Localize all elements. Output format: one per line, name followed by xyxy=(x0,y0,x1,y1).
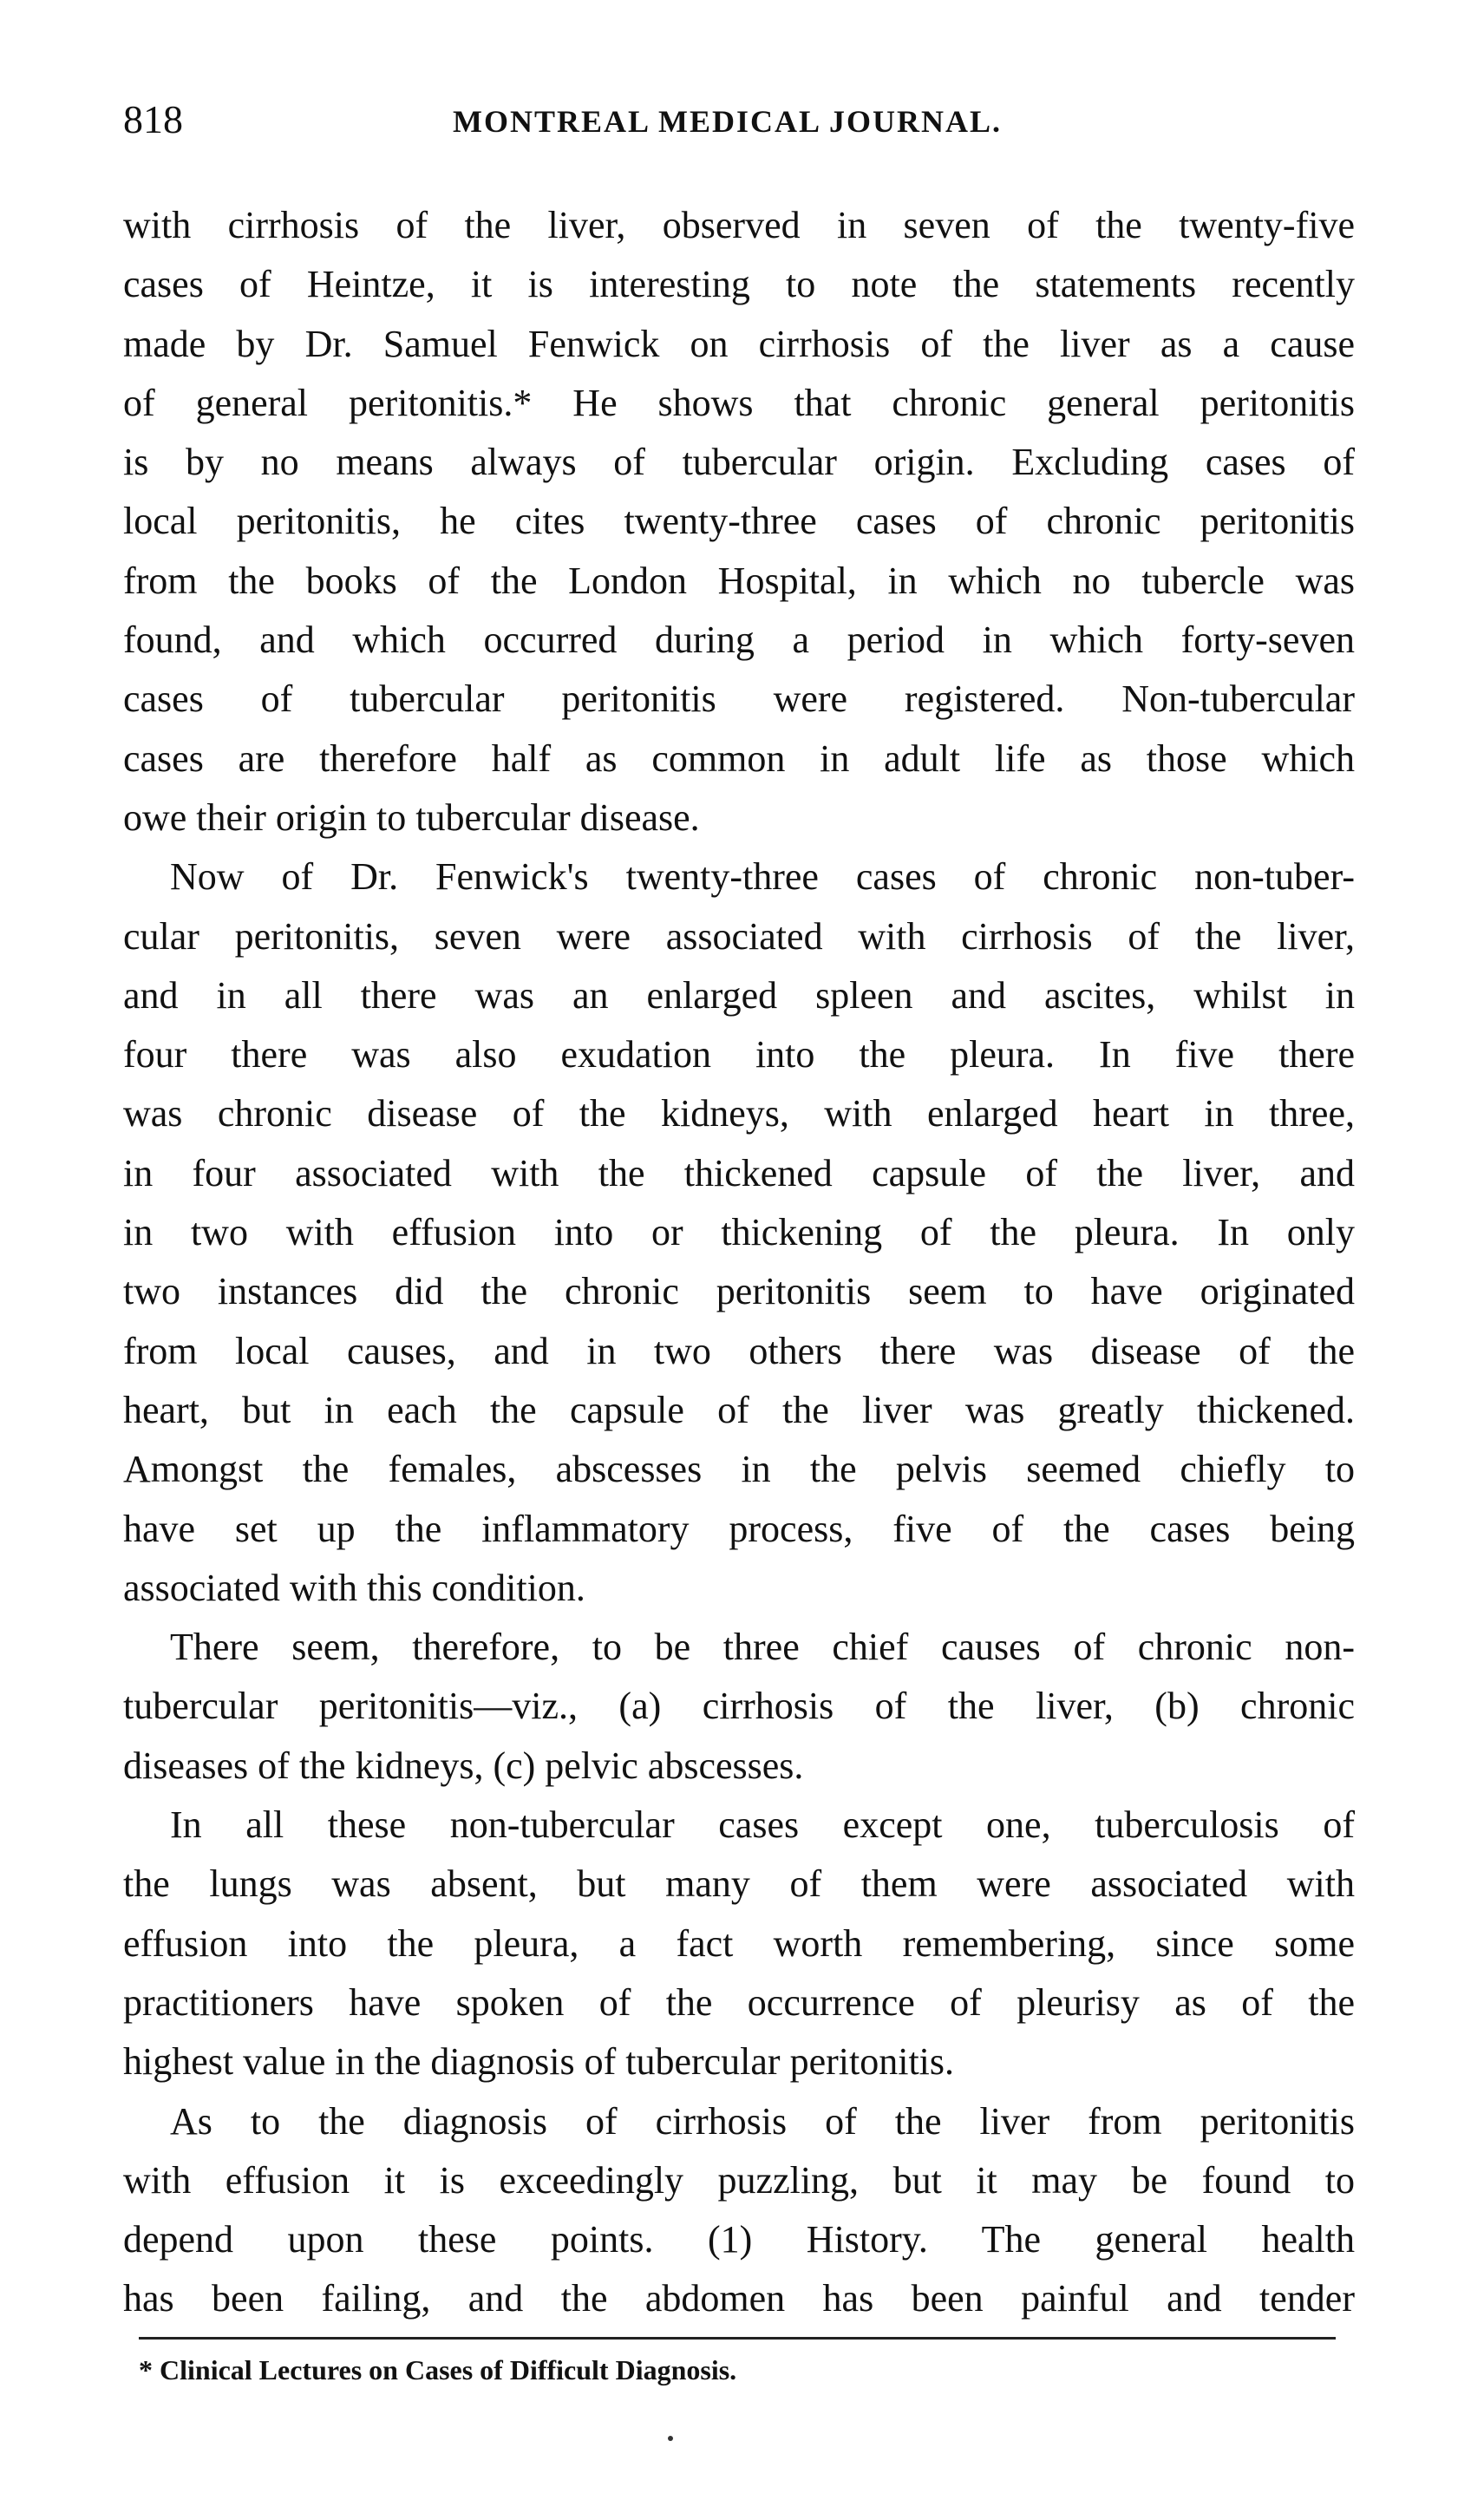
text-line: local peritonitis, he cites twenty-three cases of chronic peritonitis xyxy=(123,500,1355,543)
text-line: with cirrhosis of the liver, observed in seven of the twenty-five xyxy=(123,204,1355,246)
text-line: from the books of the London Hospital, in which no tubercle was xyxy=(123,559,1355,602)
text-line: from local causes, and in two others there was disease of the xyxy=(123,1329,1355,1372)
text-line: Amongst the females, abscesses in the pelvis seemed chiefly to xyxy=(123,1448,1355,1491)
text-line: cases of Heintze, it is interesting to note the statements recently xyxy=(123,263,1355,306)
running-head xyxy=(123,94,1355,146)
text-line: and in all there was an enlarged spleen and ascites, whilst in xyxy=(123,973,1355,1017)
journal-title: MONTREAL MEDICAL JOURNAL. xyxy=(453,104,1003,139)
text-line: was chronic disease of the kidneys, with enlarged heart in three, xyxy=(123,1092,1355,1135)
print-speck xyxy=(668,2436,673,2441)
text-line: is by no means always of tubercular origin. Excluding cases of xyxy=(123,441,1355,484)
text-line: made by Dr. Samuel Fenwick on cirrhosis of the liver as a cause xyxy=(123,322,1355,365)
text-line: practitioners have spoken of the occurrence of pleurisy as of the xyxy=(123,1980,1355,2024)
page-number: 818 xyxy=(123,97,183,141)
paragraph-start-line: There seem, therefore, to be three chief causes of chronic non- xyxy=(170,1626,1355,1669)
text-line: of general peritonitis.* He shows that chronic general peritonitis xyxy=(123,381,1355,424)
text-line: cases are therefore half as common in adult life as those which xyxy=(123,736,1355,780)
text-line: two instances did the chronic peritonitis seem to have originated xyxy=(123,1270,1355,1313)
text-line: cases of tubercular peritonitis were registered. Non-tubercular xyxy=(123,677,1355,721)
text-line: heart, but in each the capsule of the liver was greatly thickened. xyxy=(123,1388,1355,1431)
text-line: depend upon these points. (1) History. The general health xyxy=(123,2218,1355,2261)
paragraph-start-line: As to the diagnosis of cirrhosis of the liver from peritonitis xyxy=(170,2099,1355,2143)
footnote: * Clinical Lectures on Cases of Difficult Diagnosis. xyxy=(139,2354,737,2385)
text-line: four there was also exudation into the pleura. In five there xyxy=(123,1033,1355,1077)
text-line: in two with effusion into or thickening of the pleura. In only xyxy=(123,1211,1355,1254)
footnote-rule xyxy=(139,2337,1336,2340)
text-line: the lungs was absent, but many of them were associated with xyxy=(123,1862,1355,1906)
text-line: effusion into the pleura, a fact worth remembering, since some xyxy=(123,1921,1355,1965)
paragraph-start-line: Now of Dr. Fenwick's twenty-three cases of chronic non-tuber- xyxy=(170,855,1355,899)
text-line: with effusion it is exceedingly puzzling, but it may be found to xyxy=(123,2158,1355,2202)
text-line: associated with this condition. xyxy=(123,1566,585,1609)
body-text xyxy=(123,196,1355,2329)
text-line: owe their origin to tubercular disease. xyxy=(123,795,700,839)
text-line: tubercular peritonitis—viz., (a) cirrhosis of the liver, (b) chronic xyxy=(123,1685,1355,1728)
text-line: highest value in the diagnosis of tubercular peritonitis. xyxy=(123,2040,955,2084)
text-line: found, and which occurred during a period in which forty-seven xyxy=(123,618,1355,662)
text-line: cular peritonitis, seven were associated with cirrhosis of the liver, xyxy=(123,914,1355,958)
text-line: has been failing, and the abdomen has been painful and tender xyxy=(123,2277,1355,2320)
text-line: in four associated with the thickened capsule of the liver, and xyxy=(123,1151,1355,1194)
text-line: diseases of the kidneys, (c) pelvic abscesses. xyxy=(123,1744,804,1787)
text-line: have set up the inflammatory process, five of the cases being xyxy=(123,1507,1355,1550)
paragraph-start-line: In all these non-tubercular cases except one, tuberculosis of xyxy=(170,1803,1355,1847)
